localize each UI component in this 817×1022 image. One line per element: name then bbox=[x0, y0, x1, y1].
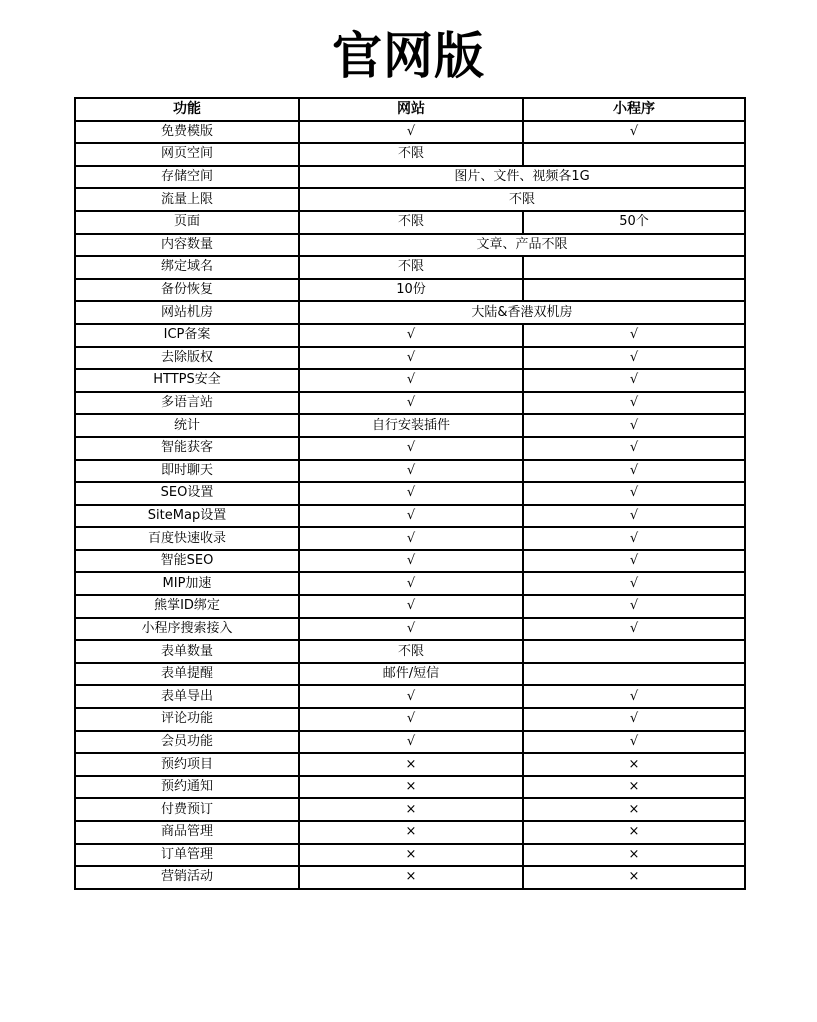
miniprogram-value-cell bbox=[523, 663, 745, 686]
table-row bbox=[75, 369, 745, 392]
feature-cell: 营销活动 bbox=[75, 866, 299, 889]
table-row bbox=[75, 595, 745, 618]
miniprogram-value-cell: √ bbox=[523, 572, 745, 595]
feature-cell: 智能获客 bbox=[75, 437, 299, 460]
feature-cell: 免费模版 bbox=[75, 121, 299, 144]
table-row bbox=[75, 798, 745, 821]
table-row bbox=[75, 640, 745, 663]
feature-cell: 会员功能 bbox=[75, 731, 299, 754]
feature-cell: 预约通知 bbox=[75, 776, 299, 799]
miniprogram-value-cell: √ bbox=[523, 731, 745, 754]
feature-cell: 页面 bbox=[75, 211, 299, 234]
website-value-cell: × bbox=[299, 821, 523, 844]
page-title: 官网版 bbox=[332, 27, 485, 85]
website-value-cell: 10份 bbox=[299, 279, 523, 302]
feature-cell: 百度快速收录 bbox=[75, 527, 299, 550]
table-row bbox=[75, 166, 745, 189]
merged-value-cell: 文章、产品不限 bbox=[299, 234, 745, 257]
table-row bbox=[75, 414, 745, 437]
table-row bbox=[75, 188, 745, 211]
table-row bbox=[75, 572, 745, 595]
feature-cell: ICP备案 bbox=[75, 324, 299, 347]
miniprogram-value-cell: √ bbox=[523, 482, 745, 505]
miniprogram-value-cell: √ bbox=[523, 505, 745, 528]
table-row bbox=[75, 844, 745, 867]
merged-value-cell: 大陆&香港双机房 bbox=[299, 301, 745, 324]
website-value-cell: √ bbox=[299, 437, 523, 460]
feature-comparison-table bbox=[74, 97, 746, 890]
website-value-cell: √ bbox=[299, 618, 523, 641]
feature-cell: 表单数量 bbox=[75, 640, 299, 663]
website-value-cell: √ bbox=[299, 369, 523, 392]
feature-cell: 表单提醒 bbox=[75, 663, 299, 686]
miniprogram-value-cell: × bbox=[523, 776, 745, 799]
website-value-cell: √ bbox=[299, 685, 523, 708]
feature-cell: 多语言站 bbox=[75, 392, 299, 415]
table-row bbox=[75, 460, 745, 483]
merged-value-cell: 不限 bbox=[299, 188, 745, 211]
feature-cell: 内容数量 bbox=[75, 234, 299, 257]
table-row bbox=[75, 143, 745, 166]
feature-cell: 智能SEO bbox=[75, 550, 299, 573]
feature-cell: 网站机房 bbox=[75, 301, 299, 324]
table-header-row bbox=[75, 98, 745, 121]
feature-cell: HTTPS安全 bbox=[75, 369, 299, 392]
miniprogram-value-cell: √ bbox=[523, 414, 745, 437]
website-value-cell: × bbox=[299, 753, 523, 776]
table-row bbox=[75, 211, 745, 234]
table-row bbox=[75, 482, 745, 505]
website-value-cell: 不限 bbox=[299, 256, 523, 279]
website-value-cell: × bbox=[299, 866, 523, 889]
feature-cell: SEO设置 bbox=[75, 482, 299, 505]
website-value-cell: 邮件/短信 bbox=[299, 663, 523, 686]
column-header-website: 网站 bbox=[299, 98, 523, 121]
miniprogram-value-cell: √ bbox=[523, 708, 745, 731]
website-value-cell: √ bbox=[299, 482, 523, 505]
table-row bbox=[75, 121, 745, 144]
website-value-cell: √ bbox=[299, 347, 523, 370]
table-row bbox=[75, 392, 745, 415]
miniprogram-value-cell: √ bbox=[523, 437, 745, 460]
table-row bbox=[75, 708, 745, 731]
table-row bbox=[75, 324, 745, 347]
merged-value-cell: 图片、文件、视频各1G bbox=[299, 166, 745, 189]
column-header-feature: 功能 bbox=[75, 98, 299, 121]
table-row bbox=[75, 685, 745, 708]
table-row bbox=[75, 618, 745, 641]
table-row bbox=[75, 731, 745, 754]
website-value-cell: 不限 bbox=[299, 143, 523, 166]
table-row bbox=[75, 234, 745, 257]
table-row bbox=[75, 301, 745, 324]
table-row bbox=[75, 256, 745, 279]
feature-cell: 即时聊天 bbox=[75, 460, 299, 483]
miniprogram-value-cell: √ bbox=[523, 595, 745, 618]
website-value-cell: √ bbox=[299, 595, 523, 618]
table-body bbox=[75, 121, 745, 889]
miniprogram-value-cell: √ bbox=[523, 392, 745, 415]
website-value-cell: 不限 bbox=[299, 211, 523, 234]
website-value-cell: √ bbox=[299, 527, 523, 550]
column-header-miniprogram: 小程序 bbox=[523, 98, 745, 121]
miniprogram-value-cell: × bbox=[523, 798, 745, 821]
table-row bbox=[75, 550, 745, 573]
miniprogram-value-cell bbox=[523, 256, 745, 279]
miniprogram-value-cell bbox=[523, 640, 745, 663]
feature-cell: 表单导出 bbox=[75, 685, 299, 708]
website-value-cell: 自行安装插件 bbox=[299, 414, 523, 437]
website-value-cell: √ bbox=[299, 121, 523, 144]
feature-cell: 网页空间 bbox=[75, 143, 299, 166]
feature-cell: 付费预订 bbox=[75, 798, 299, 821]
miniprogram-value-cell: √ bbox=[523, 369, 745, 392]
feature-cell: 备份恢复 bbox=[75, 279, 299, 302]
feature-cell: 去除版权 bbox=[75, 347, 299, 370]
feature-cell: 订单管理 bbox=[75, 844, 299, 867]
table-row bbox=[75, 821, 745, 844]
feature-cell: 存储空间 bbox=[75, 166, 299, 189]
feature-cell: 小程序搜索接入 bbox=[75, 618, 299, 641]
website-value-cell: × bbox=[299, 798, 523, 821]
table-row bbox=[75, 505, 745, 528]
miniprogram-value-cell: × bbox=[523, 866, 745, 889]
table-row bbox=[75, 866, 745, 889]
miniprogram-value-cell: √ bbox=[523, 618, 745, 641]
feature-cell: 预约项目 bbox=[75, 753, 299, 776]
website-value-cell: √ bbox=[299, 392, 523, 415]
miniprogram-value-cell: √ bbox=[523, 460, 745, 483]
miniprogram-value-cell: × bbox=[523, 844, 745, 867]
miniprogram-value-cell: 50个 bbox=[523, 211, 745, 234]
feature-cell: 评论功能 bbox=[75, 708, 299, 731]
website-value-cell: √ bbox=[299, 460, 523, 483]
feature-cell: 流量上限 bbox=[75, 188, 299, 211]
feature-cell: 熊掌ID绑定 bbox=[75, 595, 299, 618]
table-row bbox=[75, 776, 745, 799]
miniprogram-value-cell: √ bbox=[523, 324, 745, 347]
miniprogram-value-cell: × bbox=[523, 821, 745, 844]
website-value-cell: √ bbox=[299, 708, 523, 731]
table-row bbox=[75, 347, 745, 370]
table-row bbox=[75, 437, 745, 460]
website-value-cell: √ bbox=[299, 731, 523, 754]
feature-cell: SiteMap设置 bbox=[75, 505, 299, 528]
feature-cell: 统计 bbox=[75, 414, 299, 437]
miniprogram-value-cell: √ bbox=[523, 347, 745, 370]
miniprogram-value-cell: × bbox=[523, 753, 745, 776]
miniprogram-value-cell: √ bbox=[523, 685, 745, 708]
miniprogram-value-cell: √ bbox=[523, 550, 745, 573]
website-value-cell: √ bbox=[299, 550, 523, 573]
miniprogram-value-cell bbox=[523, 143, 745, 166]
table-row bbox=[75, 663, 745, 686]
feature-cell: MIP加速 bbox=[75, 572, 299, 595]
website-value-cell: × bbox=[299, 844, 523, 867]
miniprogram-value-cell: √ bbox=[523, 121, 745, 144]
website-value-cell: √ bbox=[299, 324, 523, 347]
table-row bbox=[75, 527, 745, 550]
website-value-cell: 不限 bbox=[299, 640, 523, 663]
feature-cell: 商品管理 bbox=[75, 821, 299, 844]
website-value-cell: × bbox=[299, 776, 523, 799]
website-value-cell: √ bbox=[299, 505, 523, 528]
miniprogram-value-cell: √ bbox=[523, 527, 745, 550]
website-value-cell: √ bbox=[299, 572, 523, 595]
miniprogram-value-cell bbox=[523, 279, 745, 302]
table-row bbox=[75, 279, 745, 302]
feature-cell: 绑定域名 bbox=[75, 256, 299, 279]
table-row bbox=[75, 753, 745, 776]
